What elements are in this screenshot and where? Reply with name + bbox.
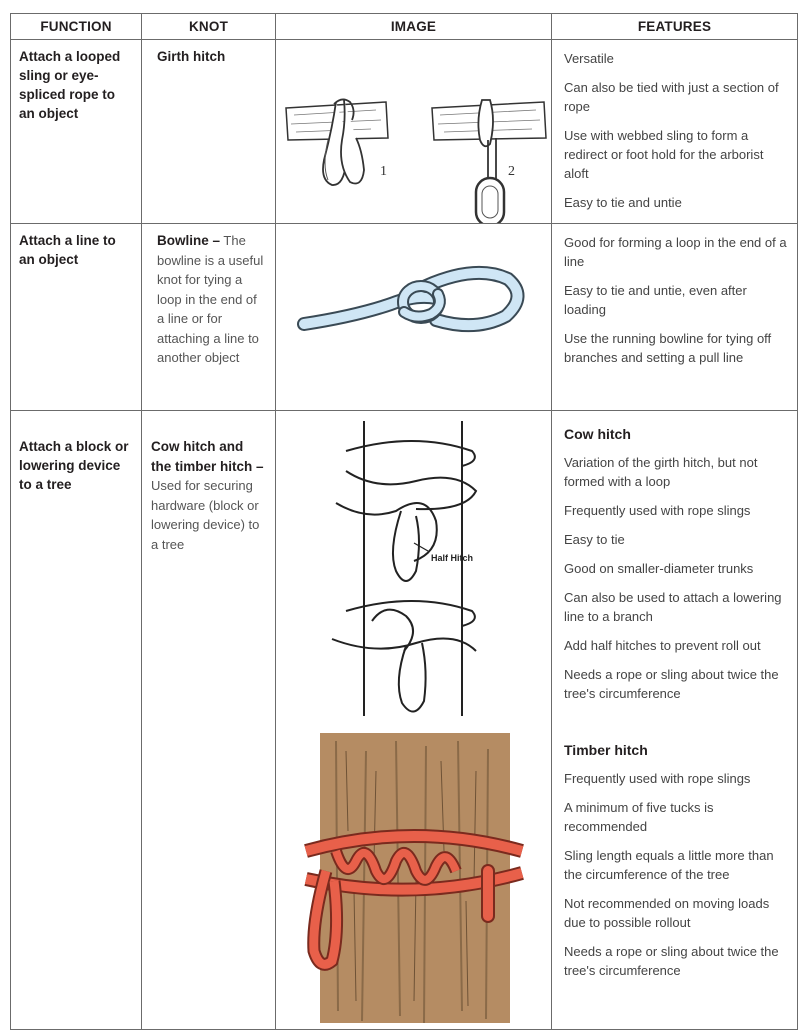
- table-row: [11, 411, 798, 1030]
- feature-item: Not recommended on moving loads due to possible rollout: [564, 896, 770, 930]
- function-cell: Attach a looped sling or eye-spliced rope to an object: [11, 40, 142, 224]
- image-cell: [276, 224, 552, 411]
- knot-cell: [142, 40, 276, 224]
- features-cell: [552, 411, 798, 1030]
- image-cell: [276, 411, 552, 1030]
- feature-item: Easy to tie and untie: [564, 195, 682, 210]
- header-row: [11, 14, 798, 40]
- feature-item: Add half hitches to prevent roll out: [564, 638, 761, 653]
- feature-item: Variation of the girth hitch, but not formed with a loop: [564, 455, 758, 489]
- feature-item: Versatile: [564, 51, 614, 66]
- feature-item: Sling length equals a little more than the circumference of the tree: [564, 848, 774, 882]
- figure-label-1: 1: [380, 164, 387, 179]
- knot-name: Bowline –: [157, 233, 221, 248]
- timber-hitch-figure: [306, 733, 522, 1023]
- header-image: IMAGE: [276, 14, 552, 40]
- section-heading-timber-hitch: Timber hitch: [564, 742, 648, 758]
- knot-cell: [142, 224, 276, 411]
- cow-timber-hitch-illustration: [276, 411, 552, 1029]
- feature-item: Needs a rope or sling about twice the tree's circumference: [564, 667, 779, 701]
- feature-item: Good on smaller-diameter trunks: [564, 561, 754, 576]
- header-function: FUNCTION: [11, 14, 142, 40]
- feature-item: Frequently used with rope slings: [564, 771, 751, 786]
- half-hitch-arrow-icon: [414, 543, 428, 551]
- girth-hitch-illustration: [276, 40, 552, 223]
- feature-item: A minimum of five tucks is recommended: [564, 800, 714, 834]
- bowline-illustration: [276, 224, 552, 410]
- table-row: [11, 40, 798, 224]
- feature-item: Use the running bowline for tying off branches and setting a pull line: [564, 331, 772, 365]
- feature-item: Use with webbed sling to form a redirect or foot hold for the arborist aloft: [564, 128, 764, 181]
- cow-hitch-figure: [332, 421, 476, 716]
- section-heading-cow-hitch: Cow hitch: [564, 426, 631, 442]
- feature-item: Needs a rope or sling about twice the tree's circumference: [564, 944, 779, 978]
- header-knot: KNOT: [142, 14, 276, 40]
- knot-cell: [142, 411, 276, 1030]
- half-hitch-label: Half Hitch: [431, 553, 474, 563]
- knot-table: [10, 13, 798, 1030]
- bowline-rope: [304, 273, 518, 325]
- function-cell: Attach a line to an object: [11, 224, 142, 411]
- feature-item: Can also be used to attach a lowering line to a branch: [564, 590, 782, 624]
- table-row: [11, 224, 798, 411]
- feature-item: Can also be tied with just a section of rope: [564, 80, 779, 114]
- feature-item: Easy to tie: [564, 532, 625, 547]
- features-cell: [552, 40, 798, 224]
- feature-item: Good for forming a loop in the end of a line: [564, 235, 787, 269]
- knot-name: Cow hitch and the timber hitch –: [151, 439, 264, 474]
- knot-description: Used for securing hardware (block or lowering device) to a tree: [151, 478, 260, 552]
- knot-description: The bowline is a useful knot for tying a loop in the end of a line or for attaching a line to another object: [157, 233, 264, 365]
- feature-item: Easy to tie and untie, even after loading: [564, 283, 747, 317]
- girth-hitch-figure-2: [432, 100, 546, 223]
- figure-label-2: 2: [508, 164, 515, 179]
- features-cell: [552, 224, 798, 411]
- feature-item: Frequently used with rope slings: [564, 503, 751, 518]
- function-cell: Attach a block or lowering device to a tree: [11, 411, 142, 1030]
- image-cell: [276, 40, 552, 224]
- header-features: FEATURES: [552, 14, 798, 40]
- knot-name: Girth hitch: [157, 49, 226, 64]
- girth-hitch-figure-1: [286, 99, 388, 185]
